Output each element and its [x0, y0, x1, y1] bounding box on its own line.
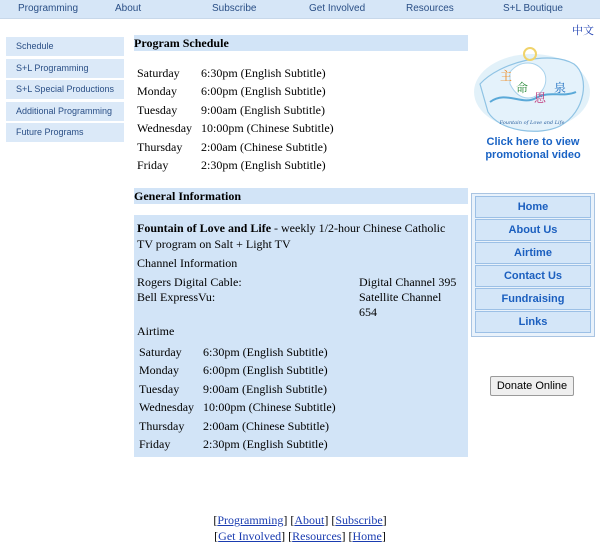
program-schedule-heading: Program Schedule	[134, 35, 468, 51]
language-link[interactable]: 中文	[572, 24, 594, 37]
footer-link-home[interactable]: Home	[352, 529, 382, 543]
table-row	[139, 399, 336, 418]
table-row	[137, 138, 334, 157]
schedule-day: Tuesday	[137, 102, 178, 117]
schedule-time: 9:00am (English Subtitle)	[201, 102, 325, 117]
footer-link-get-involved[interactable]: Get Involved	[218, 529, 282, 543]
airtime-time: 9:00am (English Subtitle)	[203, 381, 327, 396]
airtime-day: Thursday	[139, 418, 185, 433]
table-row	[139, 343, 336, 362]
airtime-time: 2:00am (Chinese Subtitle)	[203, 418, 329, 433]
top-nav-get-involved[interactable]: Get Involved	[309, 3, 366, 14]
right-nav-fundraising[interactable]: Fundraising	[475, 288, 591, 310]
footer-link-subscribe[interactable]: Subscribe	[335, 513, 383, 527]
program-description-line1	[137, 221, 445, 236]
channel-info-heading: Channel Information	[137, 256, 238, 270]
airtime-time: 2:30pm (English Subtitle)	[203, 437, 328, 452]
right-nav-contact-us[interactable]: Contact Us	[475, 265, 591, 287]
channel-provider: Rogers Digital Cable:	[137, 275, 242, 289]
table-row	[137, 64, 334, 83]
logo-char: 泉	[554, 81, 567, 95]
schedule-time: 10:00pm (Chinese Subtitle)	[201, 121, 334, 136]
right-nav	[471, 193, 595, 337]
promo-caption-line2: promotional video	[485, 149, 581, 161]
sidebar	[6, 37, 124, 145]
schedule-day: Wednesday	[137, 121, 193, 136]
schedule-time: 6:00pm (English Subtitle)	[201, 84, 326, 99]
table-row	[137, 83, 334, 102]
schedule-day: Thursday	[137, 139, 183, 154]
top-nav-resources[interactable]: Resources	[406, 3, 454, 14]
footer-link-programming[interactable]: Programming	[217, 513, 284, 527]
airtime-time: 6:00pm (English Subtitle)	[203, 363, 328, 378]
program-description-line2: TV program on Salt + Light TV	[137, 237, 291, 251]
logo-char: 恩	[534, 91, 547, 105]
top-nav-programming[interactable]: Programming	[18, 3, 79, 14]
program-description: - weekly 1/2-hour Chinese Catholic	[271, 221, 446, 235]
footer-links-row1: [Programming] [About] [Subscribe]	[213, 513, 387, 527]
logo-char: 命	[516, 81, 529, 95]
airtime-day: Wednesday	[139, 400, 195, 415]
promo-video-link[interactable]	[470, 42, 594, 138]
schedule-time: 2:30pm (English Subtitle)	[201, 158, 326, 173]
sidebar-item-future-programs[interactable]: Future Programs	[6, 123, 124, 142]
promo-caption-line1: Click here to view	[486, 136, 580, 148]
airtime-table	[139, 343, 336, 454]
table-row	[137, 157, 334, 176]
channel-number: Satellite Channel	[359, 290, 442, 304]
airtime-time: 6:30pm (English Subtitle)	[203, 344, 328, 359]
footer-links-row2: [Get Involved] [Resources] [Home]	[214, 529, 386, 543]
schedule-day: Saturday	[137, 65, 180, 80]
right-nav-airtime[interactable]: Airtime	[475, 242, 591, 264]
table-row	[139, 380, 336, 399]
airtime-heading: Airtime	[137, 324, 175, 338]
right-nav-about-us[interactable]: About Us	[475, 219, 591, 241]
airtime-day: Tuesday	[139, 381, 180, 396]
sidebar-item-schedule[interactable]: Schedule	[6, 37, 124, 56]
table-row	[137, 120, 334, 139]
schedule-time: 2:00am (Chinese Subtitle)	[201, 139, 327, 154]
channel-number: Digital Channel 395	[359, 275, 457, 289]
logo-subtitle: Fountain of Love and Life	[499, 120, 565, 126]
program-schedule-table	[137, 64, 334, 175]
schedule-time: 6:30pm (English Subtitle)	[201, 65, 326, 80]
top-nav-about[interactable]: About	[115, 3, 142, 14]
table-row	[139, 417, 336, 436]
general-information-heading: General Information	[134, 188, 468, 204]
airtime-day: Monday	[139, 363, 179, 378]
airtime-day: Saturday	[139, 344, 182, 359]
sidebar-item-additional-programming[interactable]: Additional Programming	[6, 102, 124, 121]
top-nav-boutique[interactable]: S+L Boutique	[503, 3, 563, 14]
program-name: Fountain of Love and Life	[137, 221, 272, 235]
table-row	[139, 362, 336, 381]
right-nav-links[interactable]: Links	[475, 311, 591, 333]
airtime-time: 10:00pm (Chinese Subtitle)	[203, 400, 336, 415]
donate-online-button[interactable]: Donate Online	[490, 376, 574, 396]
footer-link-resources[interactable]: Resources	[292, 529, 342, 543]
logo-char: 主	[500, 69, 513, 83]
sidebar-item-sl-programming[interactable]: S+L Programming	[6, 59, 124, 78]
channel-provider: Bell ExpressVu:	[137, 290, 216, 304]
right-nav-home[interactable]: Home	[475, 196, 591, 218]
footer-link-about[interactable]: About	[294, 513, 325, 527]
table-row	[139, 436, 336, 455]
schedule-day: Friday	[137, 158, 169, 173]
airtime-day: Friday	[139, 437, 171, 452]
top-nav	[0, 0, 600, 19]
top-nav-subscribe[interactable]: Subscribe	[212, 3, 257, 14]
schedule-day: Monday	[137, 84, 177, 99]
promo-caption[interactable]	[472, 136, 594, 162]
fountain-logo-image	[470, 42, 594, 138]
channel-number-cont: 654	[359, 305, 377, 319]
sidebar-item-sl-special-productions[interactable]: S+L Special Productions	[6, 80, 124, 99]
table-row	[137, 101, 334, 120]
